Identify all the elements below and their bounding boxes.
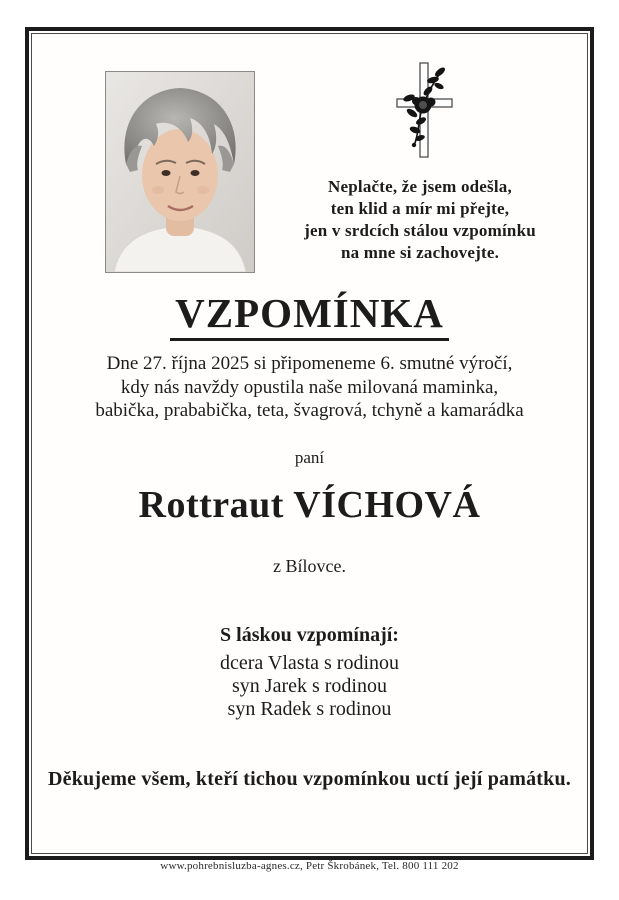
mourner-line: dcera Vlasta s rodinou <box>219 652 400 674</box>
poem-line: na mne si zachovejte. <box>340 243 500 262</box>
announcement-line: Dne 27. října 2025 si připomeneme 6. smutné výročí, <box>106 353 513 374</box>
portrait-photo-drawing <box>106 72 254 272</box>
origin-town: z Bílovce. <box>273 556 346 576</box>
portrait-photo <box>105 71 255 273</box>
deceased-name: Rottraut VÍCHOVÁ <box>138 484 481 526</box>
mourners-heading: S láskou vzpomínají: <box>220 624 399 646</box>
mourner-line: syn Jarek s rodinou <box>232 675 387 697</box>
mourners-list <box>0 652 619 721</box>
announcement-line: babička, prababička, teta, švagrová, tchyně a kamarádka <box>95 400 524 421</box>
cross-with-rose-icon <box>390 58 460 170</box>
poem-line: ten klid a mír mi přejte, <box>330 199 510 218</box>
mourner-line: syn Radek s rodinou <box>227 698 392 720</box>
announcement-line: kdy nás navždy opustila naše milovaná maminka, <box>120 376 499 398</box>
poem-line: Neplačte, že jsem odešla, <box>328 177 512 196</box>
page-title: VZPOMÍNKA <box>170 291 449 341</box>
title-row <box>0 291 619 341</box>
poem-line: jen v srdcích stálou vzpomínku <box>304 221 536 240</box>
funeral-service-contact: www.pohrebnisluzba-agnes.cz, Petr Škrobánek, Tel. 800 111 202 <box>160 860 459 872</box>
thanks-line: Děkujeme všem, kteří tichou vzpomínkou uctí její památku. <box>47 768 572 790</box>
salutation: paní <box>294 448 325 467</box>
announcement-paragraph <box>0 352 619 423</box>
memorial-poem <box>270 176 570 264</box>
